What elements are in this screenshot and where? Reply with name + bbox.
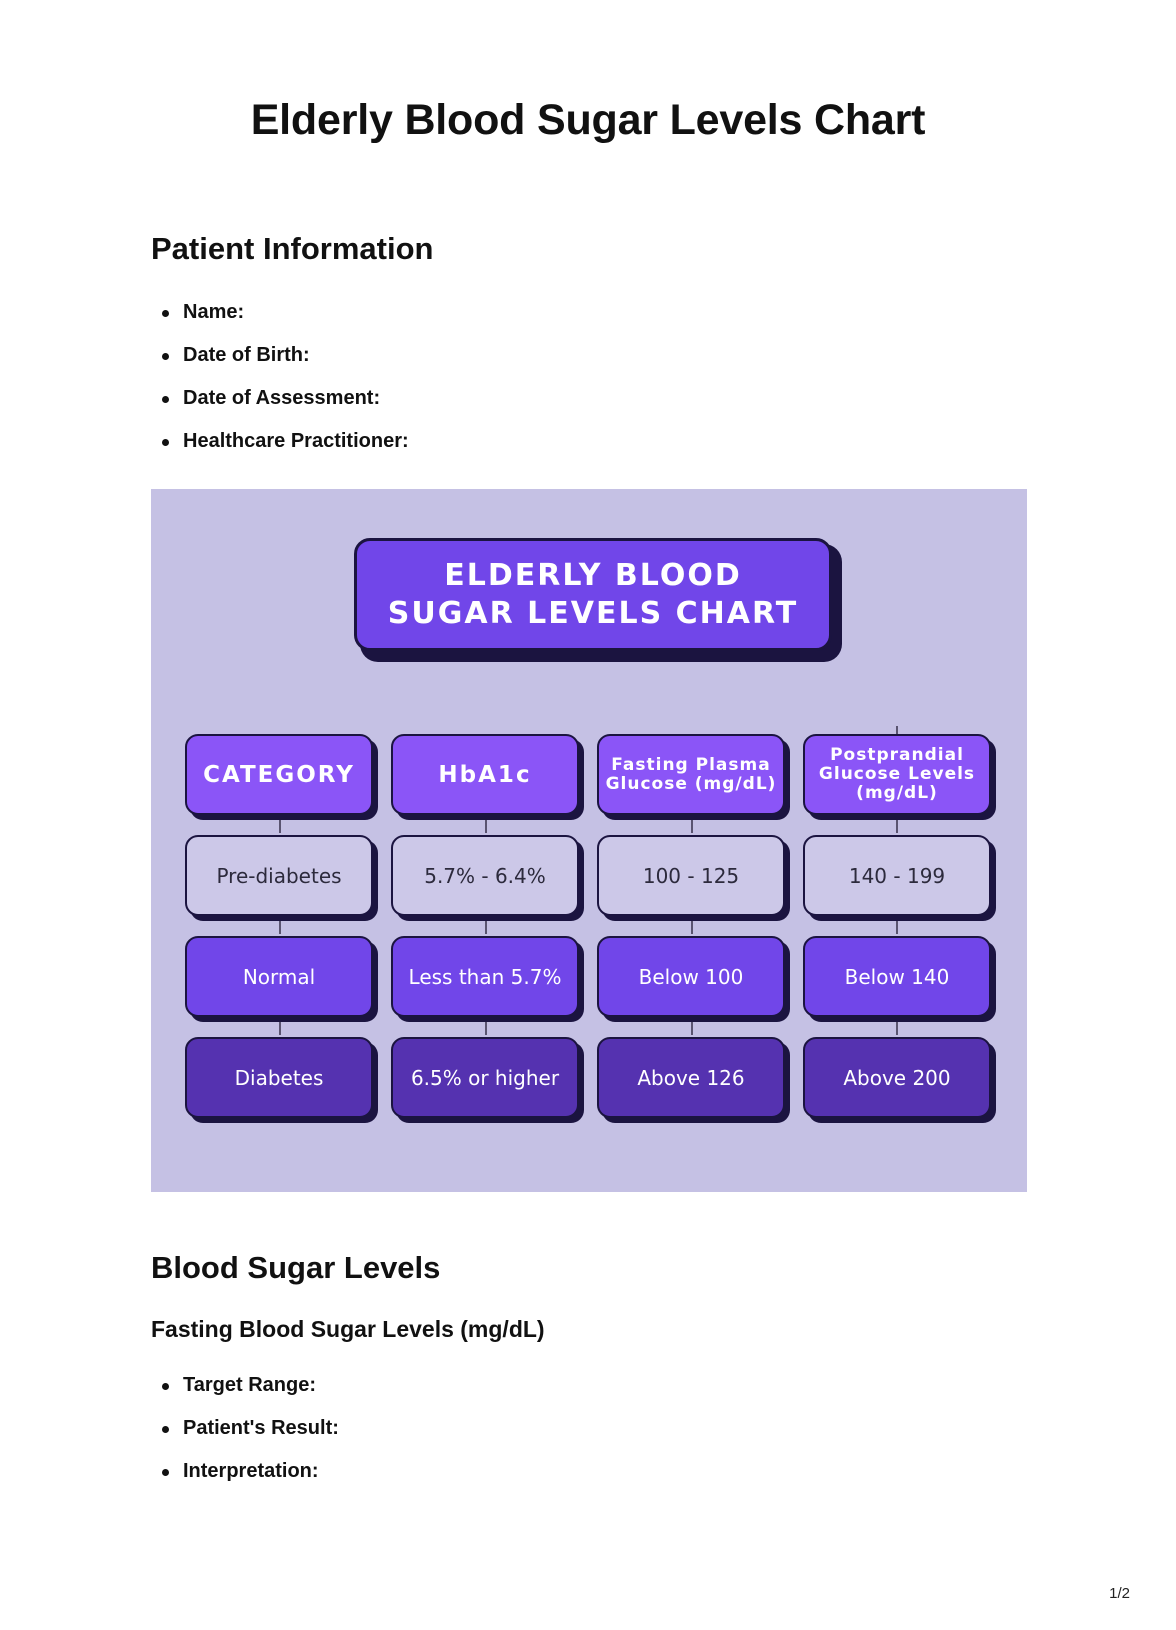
- name-field-label: Name:: [151, 300, 409, 343]
- page-number: 1/2: [1109, 1585, 1130, 1602]
- connector: [279, 1017, 281, 1035]
- dob-field-label: Date of Birth:: [151, 343, 409, 386]
- blood-sugar-heading: Blood Sugar Levels: [151, 1250, 441, 1285]
- fasting-levels-subheading: Fasting Blood Sugar Levels (mg/dL): [151, 1316, 545, 1342]
- cell-normal-fasting: Below 100: [597, 936, 785, 1017]
- cell-prediabetes-fasting: 100 - 125: [597, 835, 785, 916]
- practitioner-field-label: Healthcare Practitioner:: [151, 429, 409, 472]
- header-postprandial-glucose: Postprandial Glucose Levels (mg/dL): [803, 734, 991, 815]
- target-range-field-label: Target Range:: [151, 1373, 339, 1416]
- patient-info-heading: Patient Information: [151, 231, 434, 266]
- header-fasting-plasma-glucose: Fasting Plasma Glucose (mg/dL): [597, 734, 785, 815]
- connector: [279, 916, 281, 934]
- cell-diabetes-hba1c: 6.5% or higher: [391, 1037, 579, 1118]
- infographic-banner: [354, 538, 832, 651]
- banner-line-1: ELDERLY BLOOD: [444, 558, 742, 593]
- document-title: Elderly Blood Sugar Levels Chart: [250, 96, 926, 144]
- patient-result-field-label: Patient's Result:: [151, 1416, 339, 1459]
- connector: [691, 916, 693, 934]
- connector: [691, 1017, 693, 1035]
- cell-normal-category: Normal: [185, 936, 373, 1017]
- connector: [485, 815, 487, 833]
- cell-diabetes-category: Diabetes: [185, 1037, 373, 1118]
- cell-normal-hba1c: Less than 5.7%: [391, 936, 579, 1017]
- header-category: CATEGORY: [185, 734, 373, 815]
- assessment-date-field-label: Date of Assessment:: [151, 386, 409, 429]
- interpretation-field-label: Interpretation:: [151, 1459, 339, 1502]
- connector: [896, 815, 898, 833]
- connector: [485, 916, 487, 934]
- cell-normal-postprandial: Below 140: [803, 936, 991, 1017]
- cell-diabetes-postprandial: Above 200: [803, 1037, 991, 1118]
- banner-line-2: SUGAR LEVELS CHART: [387, 596, 799, 631]
- cell-prediabetes-postprandial: 140 - 199: [803, 835, 991, 916]
- cell-prediabetes-hba1c: 5.7% - 6.4%: [391, 835, 579, 916]
- cell-prediabetes-category: Pre-diabetes: [185, 835, 373, 916]
- patient-info-list: [151, 300, 409, 472]
- connector: [485, 1017, 487, 1035]
- connector: [691, 815, 693, 833]
- blood-sugar-infographic: [151, 489, 1027, 1192]
- fasting-levels-list: [151, 1373, 339, 1502]
- connector: [279, 815, 281, 833]
- header-hba1c: HbA1c: [391, 734, 579, 815]
- connector: [896, 1017, 898, 1035]
- cell-diabetes-fasting: Above 126: [597, 1037, 785, 1118]
- connector: [896, 916, 898, 934]
